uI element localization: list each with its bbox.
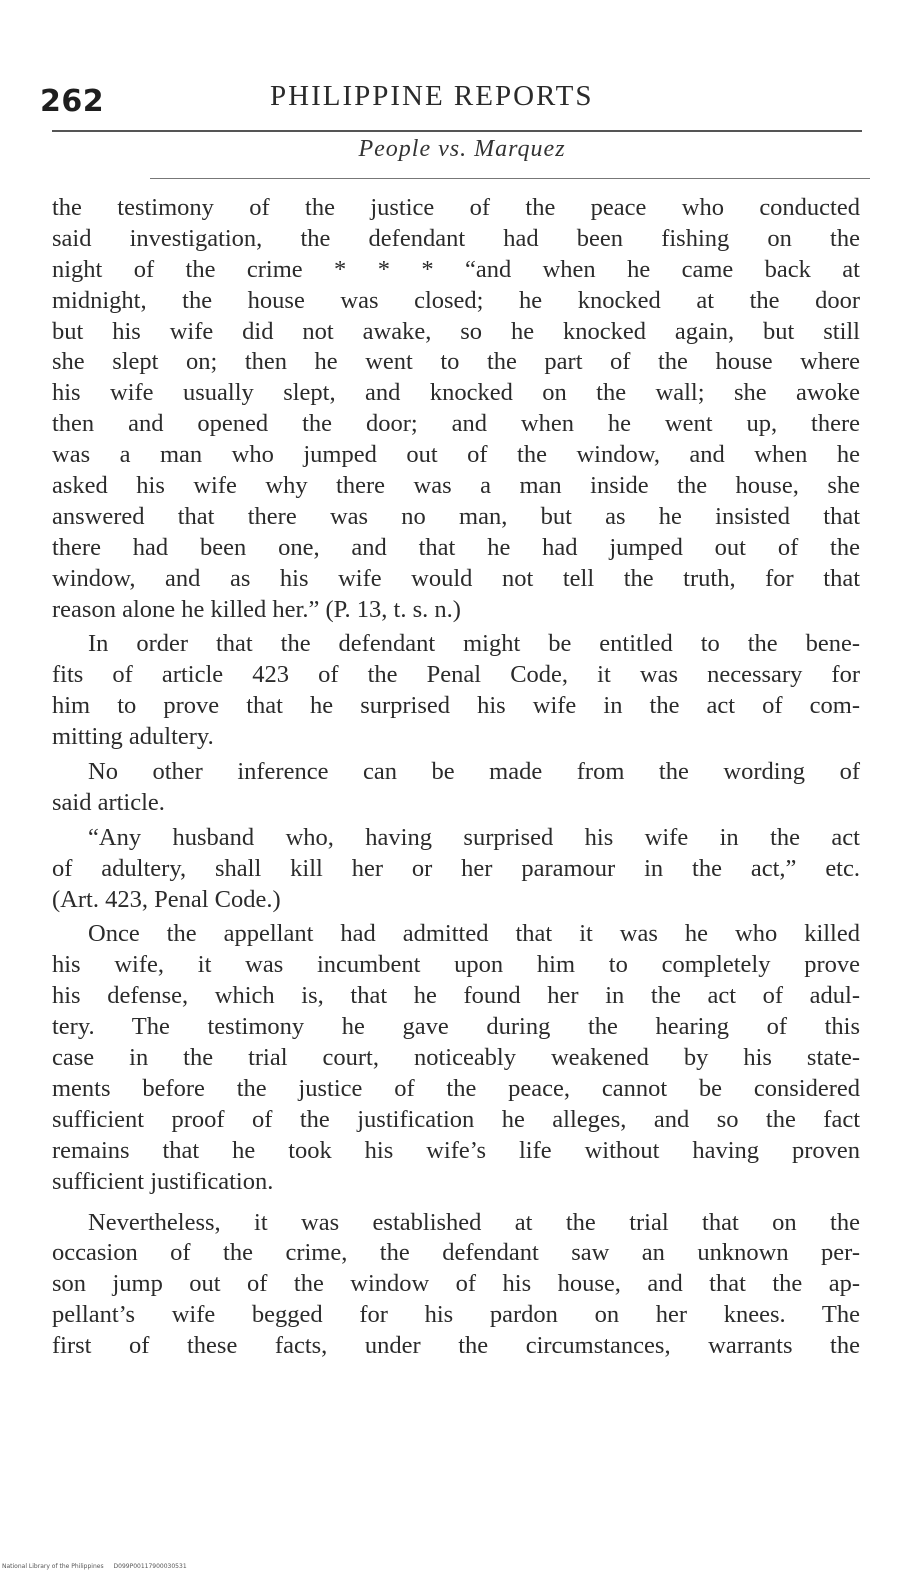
paragraph bbox=[52, 757, 860, 819]
text-line: Once the appellant had admitted that it was he who killed bbox=[88, 920, 860, 948]
body-text bbox=[52, 193, 860, 1362]
quotation bbox=[52, 823, 860, 916]
footer-code: D099P00117900030531 bbox=[113, 1563, 187, 1570]
text-line: the testimony of the justice of the peace who conducted bbox=[52, 194, 860, 221]
text-line: answered that there was no man, but as he insisted that bbox=[52, 502, 860, 530]
text-line: “Any husband who, having surprised his wife in the act bbox=[88, 823, 860, 851]
text-line: sufficient proof of the justification he alleges, and so the fact bbox=[52, 1105, 860, 1133]
text-line: said investigation, the defendant had been fishing on the bbox=[52, 224, 860, 252]
header-rule bbox=[52, 130, 862, 132]
scan-footer bbox=[2, 1563, 195, 1570]
text-line: but his wife did not awake, so he knocked again, but still bbox=[52, 317, 860, 345]
text-line: occasion of the crime, the defendant saw an unknown per- bbox=[52, 1239, 860, 1267]
text-line: first of these facts, under the circumstances, warrants the bbox=[52, 1332, 860, 1360]
text-line: him to prove that he surprised his wife in the act of com- bbox=[52, 692, 860, 720]
text-line: pellant’s wife begged for his pardon on her knees. The bbox=[52, 1301, 860, 1329]
page-number: 262 bbox=[40, 84, 105, 119]
paragraph bbox=[52, 193, 860, 625]
text-line: sufficient justification. bbox=[52, 1167, 274, 1195]
text-line: tery. The testimony he gave during the hearing of this bbox=[52, 1013, 860, 1041]
footer-source: National Library of the Philippines bbox=[2, 1563, 104, 1570]
text-line: (Art. 423, Penal Code.) bbox=[52, 885, 281, 913]
text-line: In order that the defendant might be entitled to the bene- bbox=[88, 630, 860, 658]
text-line: said article. bbox=[52, 788, 165, 816]
text-line: No other inference can be made from the wording of bbox=[88, 758, 860, 786]
text-line: ments before the justice of the peace, cannot be considered bbox=[52, 1074, 860, 1102]
subtitle-rule bbox=[150, 178, 870, 179]
page-header bbox=[40, 70, 870, 120]
text-line: she slept on; then he went to the part of the house where bbox=[52, 348, 860, 376]
text-line: fits of article 423 of the Penal Code, it was necessary for bbox=[52, 661, 860, 689]
text-line: case in the trial court, noticeably weakened by his state- bbox=[52, 1044, 860, 1072]
text-line: midnight, the house was closed; he knocked at the door bbox=[52, 286, 860, 314]
paragraph bbox=[52, 919, 860, 1197]
text-line: his defense, which is, that he found her in the act of adul- bbox=[52, 982, 860, 1010]
text-line: was a man who jumped out of the window, and when he bbox=[52, 441, 860, 469]
paragraph bbox=[52, 629, 860, 753]
text-line: remains that he took his wife’s life without having proven bbox=[52, 1136, 860, 1164]
text-line: son jump out of the window of his house, and that the ap- bbox=[52, 1270, 860, 1298]
text-line: of adultery, shall kill her or her paramour in the act,” etc. bbox=[52, 854, 860, 882]
text-line: asked his wife why there was a man inside the house, she bbox=[52, 472, 860, 500]
text-line: then and opened the door; and when he went up, there bbox=[52, 410, 860, 438]
text-line: his wife usually slept, and knocked on the wall; she awoke bbox=[52, 379, 860, 407]
text-line: mitting adultery. bbox=[52, 723, 214, 751]
text-line: night of the crime * * * “and when he came back at bbox=[52, 255, 860, 283]
paragraph bbox=[52, 1208, 860, 1362]
text-line: window, and as his wife would not tell the truth, for that bbox=[52, 564, 860, 592]
case-title: People vs. Marquez bbox=[358, 136, 566, 162]
text-line: reason alone he killed her.” (P. 13, t. s. n.) bbox=[52, 595, 461, 623]
text-line: his wife, it was incumbent upon him to completely prove bbox=[52, 951, 860, 979]
running-head: PHILIPPINE REPORTS bbox=[270, 80, 594, 112]
text-line: there had been one, and that he had jumped out of the bbox=[52, 533, 860, 561]
text-line: Nevertheless, it was established at the trial that on the bbox=[88, 1208, 860, 1236]
